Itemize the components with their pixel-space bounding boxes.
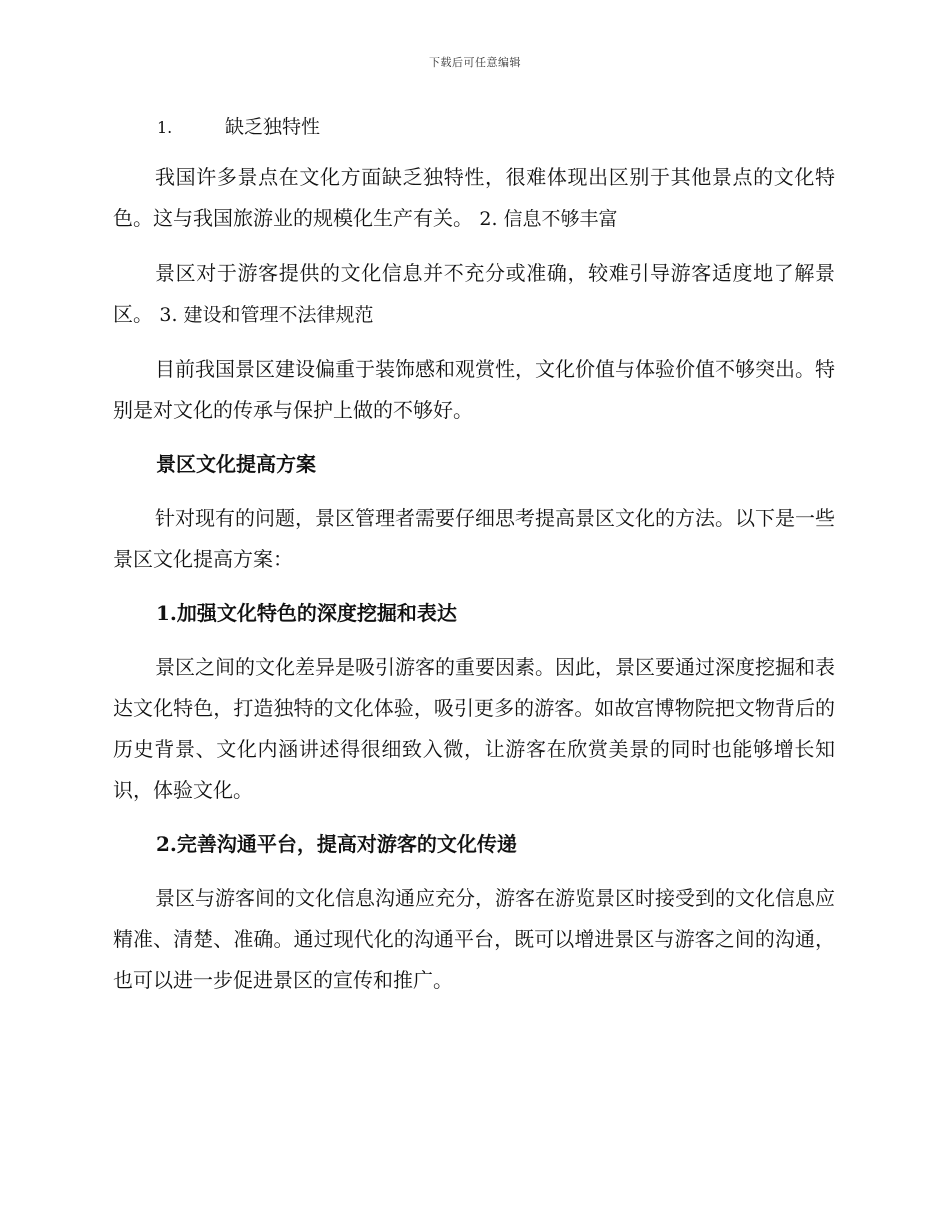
subheading-2: 2.完善沟通平台，提高对游客的文化传递	[156, 832, 517, 856]
list-label: 缺乏独特性	[225, 116, 321, 138]
paragraph-1-inline-heading: 2. 信息不够丰富	[479, 208, 618, 230]
paragraph-1	[113, 157, 835, 240]
paragraph-3: 目前我国景区建设偏重于装饰感和观赏性，文化价值与体验价值不够突出。特别是对文化的传承与保护上做的不够好。	[113, 357, 835, 422]
paragraph-1-text: 我国许多景点在文化方面缺乏独特性，很难体现出区别于其他景点的文化特色。这与我国旅游业的规模化生产有关。	[113, 165, 835, 230]
paragraph-4: 针对现有的问题，景区管理者需要仔细思考提高景区文化的方法。以下是一些景区文化提高方案：	[113, 506, 835, 571]
page-header: 下载后可任意编辑	[429, 56, 521, 69]
list-number: 1.	[157, 118, 173, 137]
subheading-1: 1.加强文化特色的深度挖掘和表达	[156, 601, 457, 625]
document-body	[113, 112, 835, 1014]
section-heading: 景区文化提高方案	[156, 452, 316, 476]
list-item-1	[113, 112, 835, 143]
paragraph-2-inline-heading: 3. 建设和管理不法律规范	[159, 304, 374, 326]
paragraph-6: 景区与游客间的文化信息沟通应充分，游客在游览景区时接受到的文化信息应精准、清楚、准确。通过现代化的沟通平台，既可以增进景区与游客之间的沟通，也可以进一步促进景区的宣传和推广。	[113, 886, 835, 992]
paragraph-2-text: 景区对于游客提供的文化信息并不充分或准确，较难引导游客适度地了解景区。	[113, 261, 835, 326]
paragraph-2	[113, 253, 835, 336]
paragraph-5: 景区之间的文化差异是吸引游客的重要因素。因此，景区要通过深度挖掘和表达文化特色，打造独特的文化体验，吸引更多的游客。如故宫博物院把文物背后的历史背景、文化内涵讲述得很细致入微，让游客在欣赏美景的同时也能够增长知识，体验文化。	[113, 655, 835, 802]
